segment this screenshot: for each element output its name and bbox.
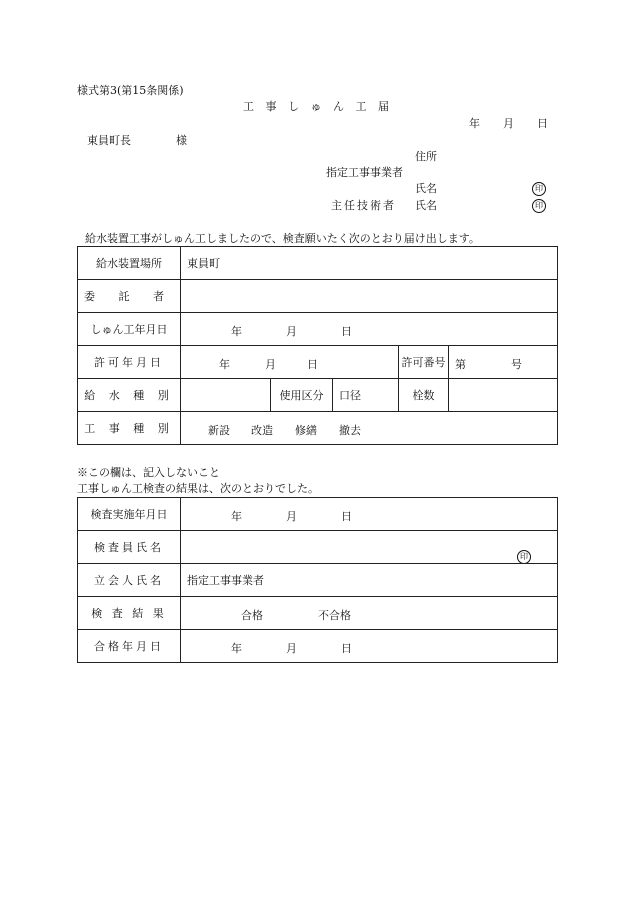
witness-field[interactable]: 指定工事事業者 (181, 564, 558, 597)
inspection-date-label: 検査実施年月日 (78, 498, 181, 531)
meter-count-field[interactable] (449, 379, 558, 412)
result-field[interactable] (181, 597, 558, 630)
form-number: 様式第3(第15条関係) (77, 84, 184, 97)
seal-mark: 印 (532, 182, 546, 196)
day-label: 日 (307, 358, 318, 371)
intro-text: 給水装置工事がしゅん工しましたので、検査願いたく次のとおり届け出します。 (85, 232, 480, 245)
permit-no-go: 号 (511, 358, 522, 371)
year-label: 年 (231, 510, 242, 523)
table-row (78, 531, 558, 564)
work-type-remodel[interactable]: 改造 (251, 424, 273, 437)
month-label: 月 (286, 325, 297, 338)
year-label: 年 (231, 325, 242, 338)
witness-label: 立会人氏名 (78, 564, 181, 597)
client-label: 委 託 者 (78, 280, 181, 313)
honorific: 様 (176, 134, 187, 147)
table-row (78, 313, 558, 346)
header-year: 年 (469, 117, 480, 130)
day-label: 日 (341, 510, 352, 523)
application-table (77, 246, 558, 445)
location-field[interactable]: 東員町 (181, 247, 558, 280)
completion-date-label: しゅん工年月日 (78, 313, 181, 346)
table-row (78, 597, 558, 630)
table-row (78, 498, 558, 531)
permit-no-dai: 第 (455, 358, 466, 371)
name-label: 氏名 (415, 182, 437, 195)
table-row (78, 247, 558, 280)
note-line-2: 工事しゅん工検査の結果は、次のとおりでした。 (77, 482, 319, 495)
diameter-label: 口径 (333, 379, 399, 412)
result-label: 検 査 結 果 (78, 597, 181, 630)
seal-mark: 印 (532, 199, 546, 213)
header-month: 月 (503, 117, 514, 130)
supply-type-field[interactable] (181, 379, 271, 412)
work-type-label: 工 事 種 別 (78, 412, 181, 445)
inspection-date-field[interactable] (181, 498, 558, 531)
meter-count-label: 栓数 (399, 379, 449, 412)
header-day: 日 (537, 117, 548, 130)
inspection-table (77, 497, 558, 663)
month-label: 月 (265, 358, 276, 371)
result-fail[interactable]: 不合格 (318, 609, 351, 622)
day-label: 日 (341, 325, 352, 338)
table-row (78, 379, 558, 412)
table-row (78, 280, 558, 313)
day-label: 日 (341, 642, 352, 655)
permit-date-field[interactable] (181, 346, 399, 379)
year-label: 年 (231, 642, 242, 655)
client-field[interactable] (181, 280, 558, 313)
work-type-field[interactable] (181, 412, 558, 445)
month-label: 月 (286, 510, 297, 523)
usage-label: 使用区分 (271, 379, 333, 412)
table-row (78, 412, 558, 445)
contractor-label: 指定工事事業者 (326, 166, 403, 179)
work-type-repair[interactable]: 修繕 (295, 424, 317, 437)
month-label: 月 (286, 642, 297, 655)
table-row (78, 346, 558, 379)
work-type-removal[interactable]: 撤去 (339, 424, 361, 437)
inspector-label: 検査員氏名 (78, 531, 181, 564)
address-label: 住所 (415, 150, 437, 163)
inspector-field[interactable]: 印 (181, 531, 558, 564)
chief-engineer-label: 主任技術者 (331, 199, 396, 212)
table-row (78, 564, 558, 597)
year-label: 年 (219, 358, 230, 371)
permit-number-field[interactable] (449, 346, 558, 379)
result-pass[interactable]: 合格 (241, 609, 263, 622)
permit-date-label: 許可年月日 (78, 346, 181, 379)
location-label: 給水装置場所 (78, 247, 181, 280)
document-title: 工 事 し ゅ ん 工 届 (243, 100, 393, 113)
permit-number-label: 許可番号 (399, 346, 449, 379)
work-type-new[interactable]: 新設 (208, 424, 230, 437)
supply-type-label: 給 水 種 別 (78, 379, 181, 412)
pass-date-label: 合格年月日 (78, 630, 181, 663)
table-row (78, 630, 558, 663)
pass-date-field[interactable] (181, 630, 558, 663)
completion-date-field[interactable] (181, 313, 558, 346)
addressee: 東員町長 (87, 134, 131, 147)
name-label-2: 氏名 (415, 199, 437, 212)
note-line-1: ※この欄は、記入しないこと (77, 466, 220, 479)
